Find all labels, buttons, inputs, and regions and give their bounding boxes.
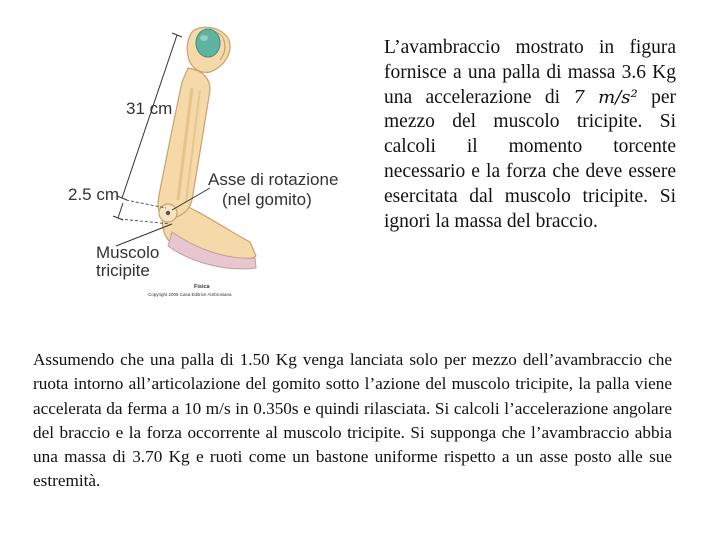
arm-illustration xyxy=(60,10,370,310)
arm-figure xyxy=(60,10,370,310)
acceleration-value: 7 xyxy=(573,86,585,108)
label-muscle-line2: tricipite xyxy=(96,261,150,280)
credit-title: Fisica xyxy=(194,284,210,290)
acceleration-unit: m/s² xyxy=(598,86,638,108)
problem-two xyxy=(33,348,672,494)
credit-copyright: Copyright 2006 Casa Editrice Ambrosiana xyxy=(148,292,232,297)
label-axis-line1: Asse di rotazione xyxy=(208,170,339,189)
label-muscle-line1: Muscolo xyxy=(96,243,160,262)
ball xyxy=(196,29,220,57)
label-2-5cm: 2.5 cm xyxy=(68,185,120,204)
problem-one xyxy=(384,36,676,234)
label-axis-line2: (nel gomito) xyxy=(222,190,312,209)
label-31cm: 31 cm xyxy=(126,99,173,118)
problem-one-text: L’avambraccio mostrato in figura fornisce a una palla di massa 3.6 Kg una accelerazione di 7 m/s² per mezzo del muscolo tricipite. Si calcoli il momento torcente necessario e la forza che deve essere esercitata dal muscolo tricipite. Si ignori la massa del braccio. xyxy=(384,37,676,232)
problem-two-text: Assumendo che una palla di 1.50 Kg venga lanciata solo per mezzo dell’avambraccio che ruota intorno all’articolazione del gomito sotto l’azione del muscolo tricipite, la palla viene accelerata da ferma a 10 m/s in 0.350s e quindi rilasciata. Si calcoli l’accelerazione angolare del braccio e la forza occorrente al muscolo tricipite. Si supponga che l’avambraccio abbia una massa di 3.70 Kg e ruoti come un bastone uniforme rispetto a un asse posto alle sue estremità. xyxy=(33,350,672,491)
